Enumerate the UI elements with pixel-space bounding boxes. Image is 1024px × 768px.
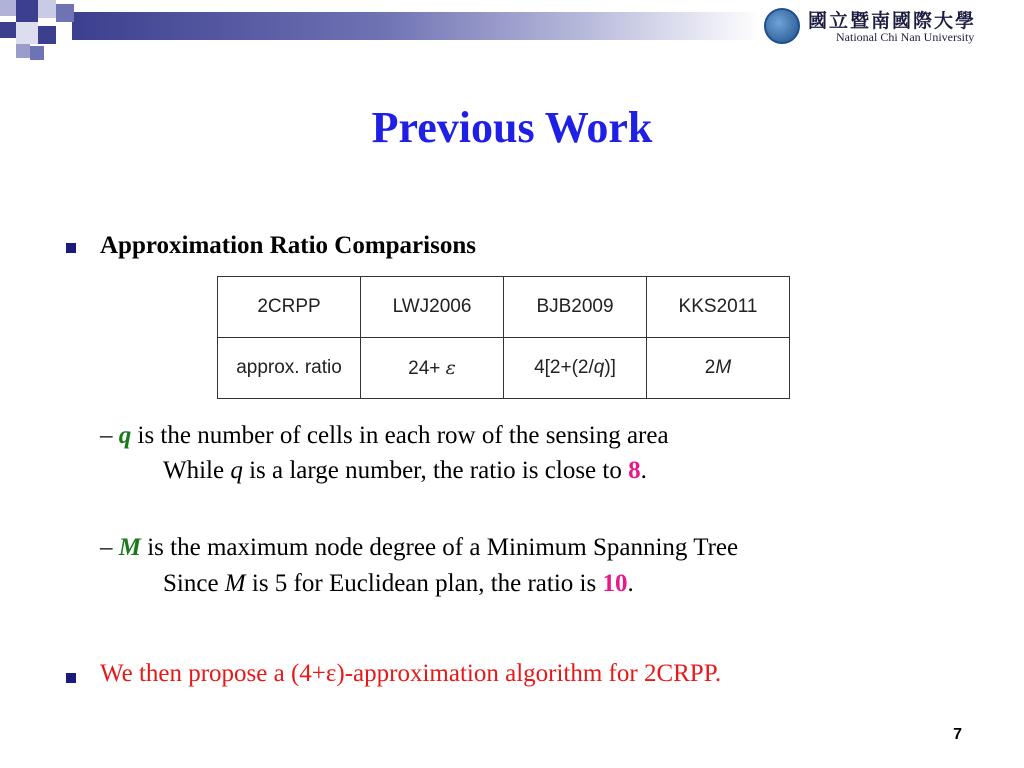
header-gradient-band xyxy=(72,12,762,40)
table-cell-kks: 2M xyxy=(647,338,790,399)
slide-title: Previous Work xyxy=(371,103,653,152)
university-logo xyxy=(764,6,1004,46)
page-number: 7 xyxy=(953,726,962,743)
logo-english-name: National Chi Nan University xyxy=(836,30,975,44)
q-definition: – q is the number of cells in each row of the sensing area xyxy=(100,422,669,449)
logo-chinese-name: 國立暨南國際大學 xyxy=(808,10,977,32)
table-cell-bjb: 4[2+(2/q)] xyxy=(504,338,647,399)
deco-square xyxy=(38,26,56,44)
table-header-cell: 2CRPP xyxy=(218,277,361,338)
deco-square xyxy=(30,46,44,60)
table-row-label: approx. ratio xyxy=(218,338,361,399)
table-header-cell: KKS2011 xyxy=(647,277,790,338)
square-bullet-icon xyxy=(66,673,76,683)
deco-square xyxy=(56,4,74,22)
table-header-cell: LWJ2006 xyxy=(361,277,504,338)
table-row xyxy=(218,277,790,338)
deco-square xyxy=(16,22,38,44)
table-row xyxy=(218,338,790,399)
university-emblem-icon xyxy=(764,8,800,44)
square-bullet-icon xyxy=(66,243,76,253)
deco-square xyxy=(16,44,30,58)
proposal-statement: We then propose a (4+ε)-approximation algorithm for 2CRPP. xyxy=(100,660,722,687)
comparison-table xyxy=(217,276,790,399)
m-definition: – M is the maximum node degree of a Minimum Spanning Tree xyxy=(100,534,739,561)
table-header-cell: BJB2009 xyxy=(504,277,647,338)
q-explanation: While q is a large number, the ratio is close to 8. xyxy=(163,457,647,484)
table-cell-lwj: 24+ ε xyxy=(361,338,504,399)
deco-square xyxy=(0,0,16,16)
deco-square xyxy=(38,0,56,18)
deco-square xyxy=(16,0,38,22)
deco-square xyxy=(0,22,16,38)
section-heading: Approximation Ratio Comparisons xyxy=(100,232,476,259)
m-explanation: Since M is 5 for Euclidean plan, the ratio is 10. xyxy=(163,570,634,597)
